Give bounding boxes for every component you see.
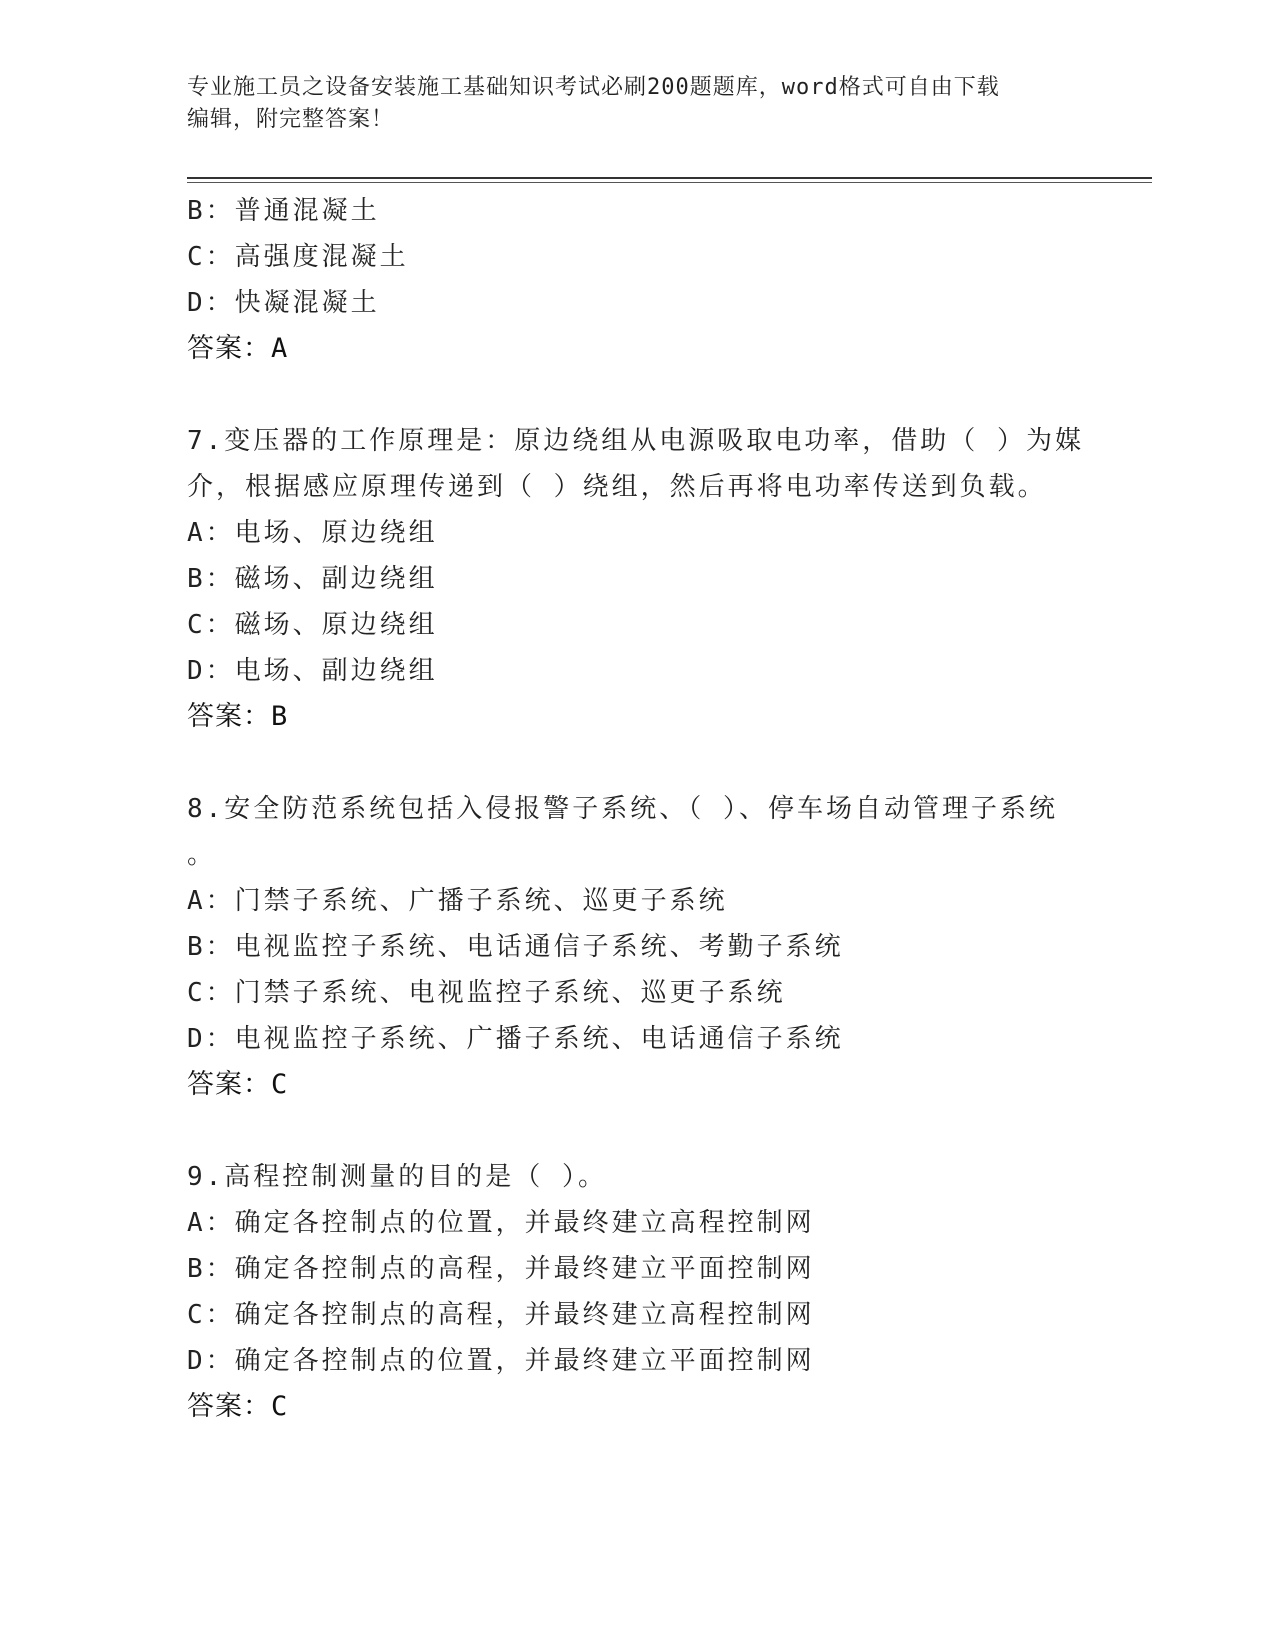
spacer: [187, 740, 1087, 786]
q8-stem-line-2: 。: [187, 840, 217, 870]
q9-option-d: D：确定各控制点的位置，并最终建立平面控制网: [187, 1346, 815, 1376]
q9-answer: 答案：C: [187, 1391, 289, 1422]
question-7: [187, 418, 1087, 740]
q8-answer: 答案：C: [187, 1069, 289, 1100]
q7-option-c: C：磁场、原边绕组: [187, 610, 438, 640]
q6-option-b: B：普通混凝土: [187, 196, 380, 226]
header-divider-thick: [187, 177, 1152, 179]
q8-stem-line-1: 8.安全防范系统包括入侵报警子系统、（ ）、停车场自动管理子系统: [187, 794, 1058, 824]
q8-option-c: C：门禁子系统、电视监控子系统、巡更子系统: [187, 978, 786, 1008]
q9-option-c: C：确定各控制点的高程，并最终建立高程控制网: [187, 1300, 815, 1330]
q7-stem-line-2: 介，根据感应原理传递到（ ）绕组，然后再将电功率传送到负载。: [187, 472, 1047, 502]
q6-option-d: D：快凝混凝土: [187, 288, 380, 318]
q7-stem-line-1: 7.变压器的工作原理是：原边绕组从电源吸取电功率，借助（ ）为媒: [187, 426, 1084, 456]
document-header: [187, 72, 1067, 136]
q8-option-d: D：电视监控子系统、广播子系统、电话通信子系统: [187, 1024, 844, 1054]
q7-option-b: B：磁场、副边绕组: [187, 564, 438, 594]
spacer: [187, 372, 1087, 418]
question-9: [187, 1154, 1087, 1430]
q6-answer: 答案：A: [187, 333, 289, 364]
q9-option-a: A：确定各控制点的位置，并最终建立高程控制网: [187, 1208, 815, 1238]
q7-answer: 答案：B: [187, 701, 289, 732]
header-title-line-1: 专业施工员之设备安装施工基础知识考试必刷200题题库，word格式可自由下载: [187, 75, 1000, 100]
header-title-line-2: 编辑，附完整答案！: [187, 107, 395, 132]
header-divider-thin: [187, 182, 1152, 183]
question-8: [187, 786, 1087, 1108]
q7-option-d: D：电场、副边绕组: [187, 656, 438, 686]
question-6: [187, 188, 1087, 372]
q7-option-a: A：电场、原边绕组: [187, 518, 438, 548]
q9-stem-line-1: 9.高程控制测量的目的是（ ）。: [187, 1162, 607, 1192]
q6-option-c: C：高强度混凝土: [187, 242, 409, 272]
q9-option-b: B：确定各控制点的高程，并最终建立平面控制网: [187, 1254, 815, 1284]
q8-option-a: A：门禁子系统、广播子系统、巡更子系统: [187, 886, 728, 916]
q8-option-b: B：电视监控子系统、电话通信子系统、考勤子系统: [187, 932, 844, 962]
spacer: [187, 1108, 1087, 1154]
question-list: [187, 188, 1087, 1430]
